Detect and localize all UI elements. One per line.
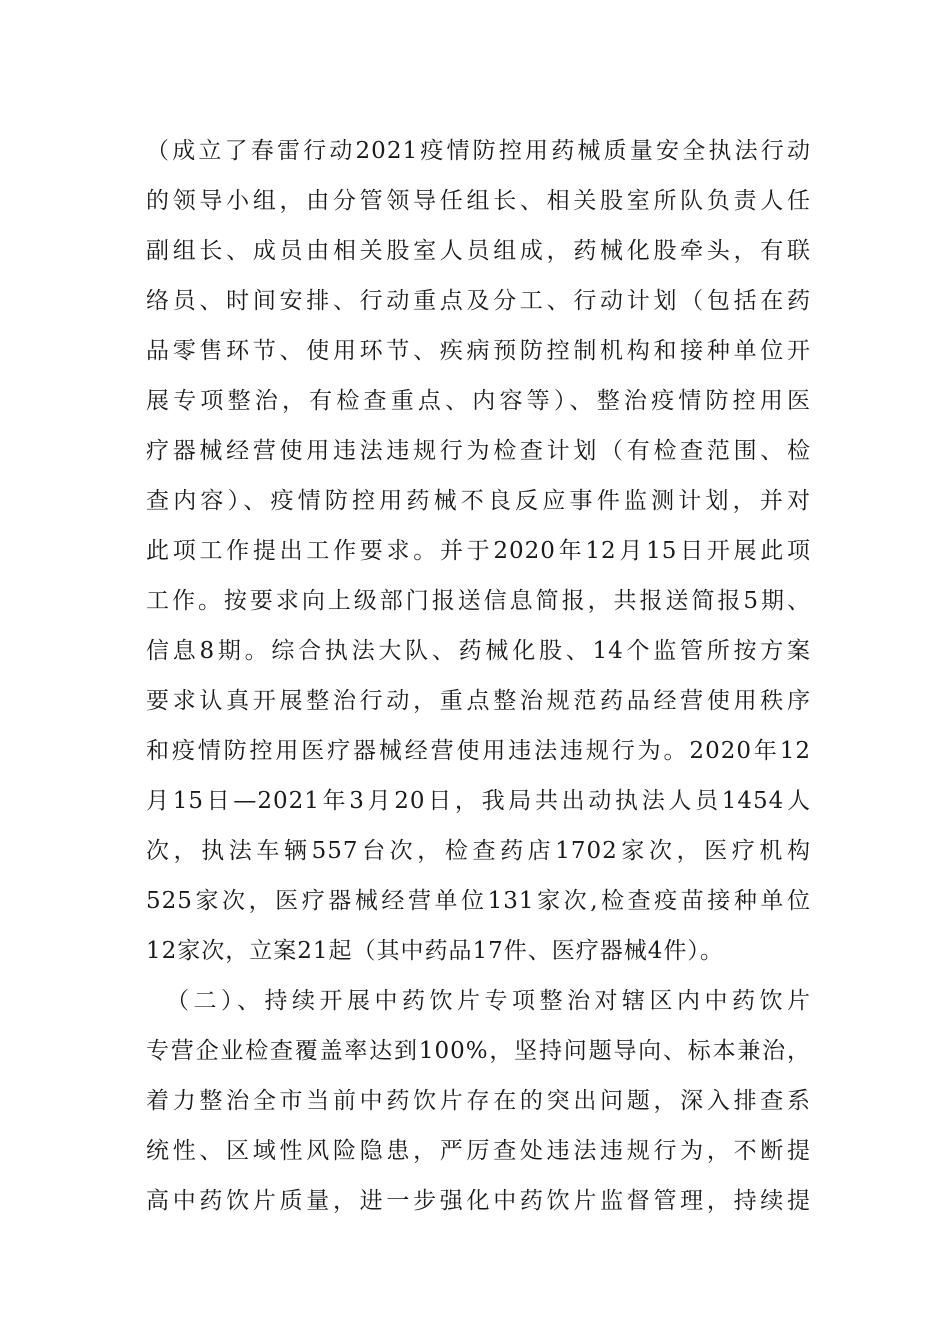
- text-line: 次，执法车辆557台次，检查药店1702家次，医疗机构: [146, 838, 811, 864]
- text-line: 疗器械经营使用违法违规行为检查计划（有检查范围、检: [146, 438, 811, 464]
- text-line: 工作。按要求向上级部门报送信息简报，共报送简报5期、: [146, 588, 811, 614]
- text-line: 副组长、成员由相关股室人员组成，药械化股牵头，有联: [146, 238, 811, 264]
- text-line: （成立了春雷行动2021疫情防控用药械质量安全执法行动: [146, 138, 811, 164]
- text-line: 统性、区域性风险隐患，严厉查处违法违规行为，不断提: [146, 1138, 811, 1164]
- text-line: 品零售环节、使用环节、疾病预防控制机构和接种单位开: [146, 338, 811, 364]
- paragraph-end-line: 12家次，立案21起（其中药品17件、医疗器械4件）。: [146, 938, 724, 964]
- text-line: 专营企业检查覆盖率达到100%，坚持问题导向、标本兼治，: [146, 1038, 811, 1064]
- text-line: 着力整治全市当前中药饮片存在的突出问题，深入排查系: [146, 1088, 811, 1114]
- text-line: 525家次，医疗器械经营单位131家次,检查疫苗接种单位: [146, 888, 811, 914]
- text-line: 信息8期。综合执法大队、药械化股、14个监管所按方案: [146, 638, 811, 664]
- body-text: [146, 126, 811, 1226]
- section-heading-line: （二）、持续开展中药饮片专项整治对辖区内中药饮片: [166, 988, 811, 1014]
- text-line: 查内容）、疫情防控用药械不良反应事件监测计划，并对: [146, 488, 811, 514]
- text-line: 和疫情防控用医疗器械经营使用违法违规行为。2020年12: [146, 738, 811, 764]
- text-line: 此项工作提出工作要求。并于2020年12月15日开展此项: [146, 538, 811, 564]
- text-line: 络员、时间安排、行动重点及分工、行动计划（包括在药: [146, 288, 811, 314]
- text-line: 月15日—2021年3月20日，我局共出动执法人员1454人: [146, 788, 811, 814]
- text-line: 要求认真开展整治行动，重点整治规范药品经营使用秩序: [146, 688, 811, 714]
- text-line: 展专项整治，有检查重点、内容等）、整治疫情防控用医: [146, 388, 811, 414]
- text-line: 高中药饮片质量，进一步强化中药饮片监督管理，持续提: [146, 1188, 811, 1214]
- text-line: 的领导小组，由分管领导任组长、相关股室所队负责人任: [146, 188, 811, 214]
